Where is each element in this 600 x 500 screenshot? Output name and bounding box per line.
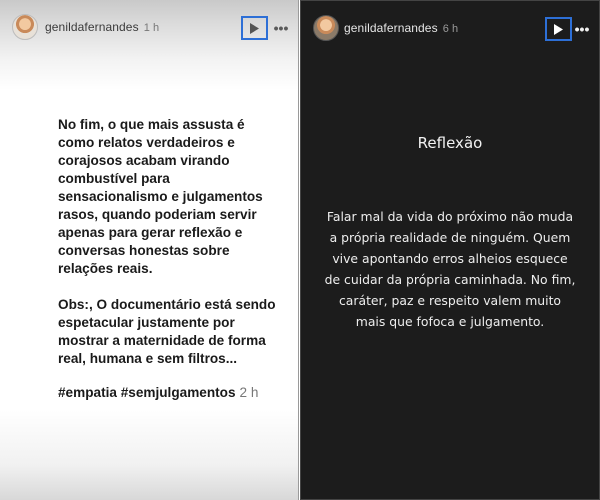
story-body: Falar mal da vida do próximo não muda a própria realidade de ninguém. Quem vive apontando erros alheios esquece de cuidar da própria caminhada. No fim, caráter, paz e respeito valem muito mais que fofoca e julgamento. xyxy=(324,209,576,329)
post-time: 6 h xyxy=(442,23,459,35)
story-text xyxy=(58,116,280,420)
more-icon: ••• xyxy=(273,20,289,36)
story-right xyxy=(300,0,600,500)
hashtags[interactable]: #empatia #semjulgamentos xyxy=(58,385,236,400)
story-paragraph: Obs:, O documentário está sendo espetacular justamente por mostrar a maternidade de forma real, humana e sem filtros... xyxy=(58,297,276,366)
play-button[interactable] xyxy=(545,17,572,41)
more-options-button[interactable] xyxy=(272,19,290,37)
story-title: Reflexão xyxy=(417,134,483,152)
avatar[interactable] xyxy=(12,14,38,40)
username[interactable]: genildafernandes xyxy=(344,21,438,35)
username-line[interactable] xyxy=(45,20,159,34)
play-icon xyxy=(249,22,260,35)
story-header xyxy=(0,10,298,44)
post-time: 1 h xyxy=(143,22,160,34)
story-left xyxy=(0,0,299,500)
more-options-button[interactable] xyxy=(573,20,591,38)
username[interactable]: genildafernandes xyxy=(45,20,139,34)
play-button[interactable] xyxy=(241,16,268,40)
hashtags-time: 2 h xyxy=(239,385,259,400)
story-header xyxy=(301,11,599,45)
username-line[interactable] xyxy=(344,21,458,35)
play-icon xyxy=(553,23,564,36)
story-paragraph: No fim, o que mais assusta é como relatos verdadeiros e corajosos acabam virando combustível para sensacionalismo e julgamentos rasos, quando poderiam servir apenas para gerar reflexão e conversas honestas sobre relações reais. xyxy=(58,117,263,276)
avatar[interactable] xyxy=(313,15,339,41)
hashtags-line xyxy=(58,384,280,402)
more-icon: ••• xyxy=(574,21,590,37)
